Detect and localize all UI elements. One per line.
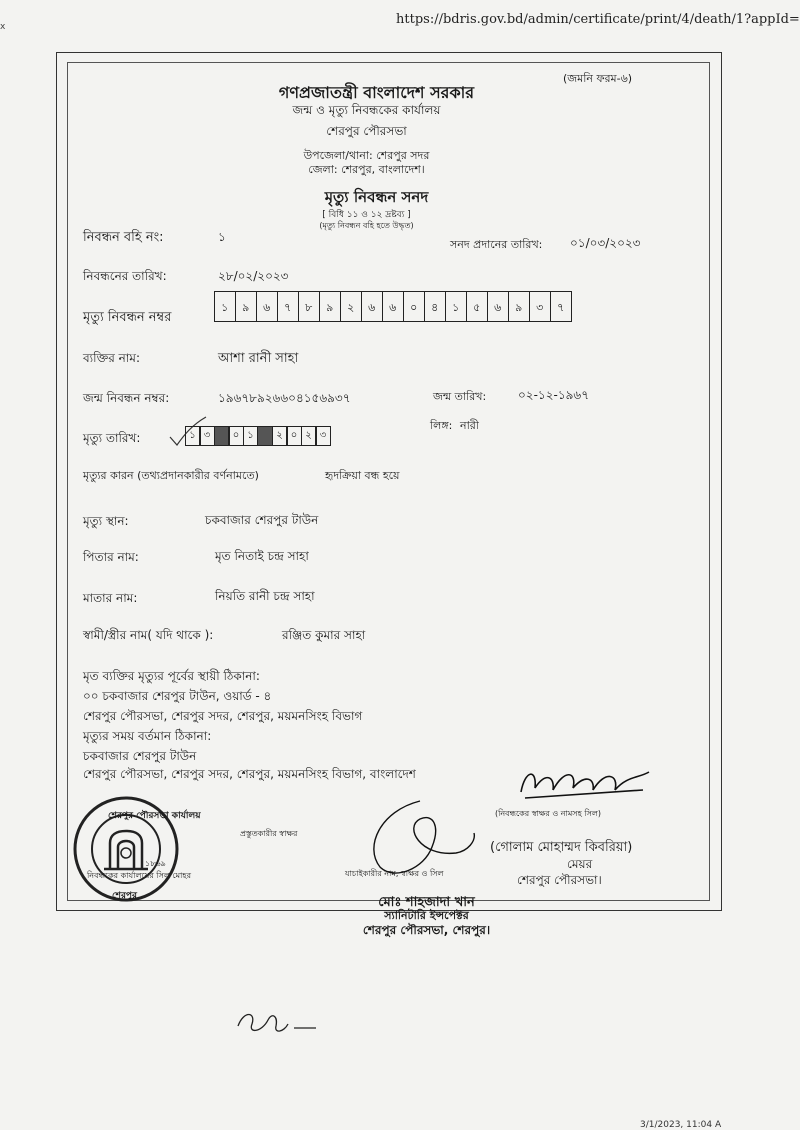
print-timestamp: 3/1/2023, 11:04 A [640, 1120, 722, 1130]
handwritten-initials [232, 1002, 322, 1042]
spouse-value: রঞ্জিত কুমার সাহা [282, 628, 366, 642]
registrar-caption: (নিবন্ধকের স্বাক্ষর ও নামসহ সিল) [495, 809, 601, 818]
reg-no-digit: ৬ [487, 291, 510, 322]
birth-reg-label: জন্ম নিবন্ধন নম্বর: [83, 391, 170, 405]
death-date-cell: ১ [185, 426, 201, 446]
dob-label: জন্ম তারিখ: [433, 390, 487, 403]
left-edge-mark: x [0, 22, 6, 32]
reg-no-digit: ১ [445, 291, 468, 322]
reg-no-digit: ৪ [424, 291, 447, 322]
form-number: (জমনি ফরম-৬) [563, 72, 633, 85]
print-url: https://bdris.gov.bd/admin/certificate/print/4/death/1?appId= [396, 12, 800, 27]
reg-no-digit: ৬ [361, 291, 384, 322]
death-date-cell: ২ [272, 426, 288, 446]
death-date-cell: ১ [243, 426, 259, 446]
gender-value: নারী [460, 419, 479, 432]
seal-text-top: শেরপুর পৌরসভা কার্যালয় [108, 811, 201, 821]
reg-no-digit: ৫ [466, 291, 489, 322]
death-date-cell: ২ [301, 426, 317, 446]
reg-no-digit: ৭ [277, 291, 300, 322]
reg-no-digit: ৮ [298, 291, 321, 322]
office-title: জন্ম ও মৃত্যু নিবন্ধকের কার্যালয় [292, 103, 441, 117]
birth-reg-value: ১৯৬৭৮৯২৬৬০৪১৫৬৯৩৭ [218, 391, 351, 405]
reg-no-digit: ৬ [256, 291, 279, 322]
issue-date-label: সনদ প্রদানের তারিখ: [450, 238, 543, 251]
reg-no-digit: ৭ [550, 291, 573, 322]
registrar-office: শেরপুর পৌরসভা। [517, 873, 602, 887]
death-date-cell: ০ [228, 426, 244, 446]
inspector-title: স্যানিটারি ইন্সপেক্টর [384, 909, 469, 922]
death-date-cell: ৩ [315, 426, 331, 446]
seal-caption: নিবন্ধকের কার্যালয়ের সিল মোহর [87, 871, 191, 880]
reg-no-digit: ৬ [382, 291, 405, 322]
permanent-address-line2: শেরপুর পৌরসভা, শেরপুর সদর, শেরপুর, ময়মনসিংহ বিভাগ [83, 709, 363, 723]
reg-date-value: ২৮/০২/২০২৩ [218, 269, 289, 283]
inspector-office: শেরপুর পৌরসভা, শেরপুর। [362, 923, 491, 937]
current-address-line1: চকবাজার শেরপুর টাউন [83, 749, 197, 763]
district-line: জেলা: শেরপুর, বাংলাদেশ। [308, 163, 425, 176]
certificate-title: মৃত্যু নিবন্ধন সনদ [324, 188, 429, 206]
death-date-cell: ০ [286, 426, 302, 446]
place-value: চকবাজার শেরপুর টাউন [205, 513, 319, 527]
reg-no-digit-boxes [215, 291, 572, 322]
current-address-label: মৃত্যুর সময় বর্তমান ঠিকানা: [83, 729, 212, 743]
registrar-signature [515, 762, 655, 807]
name-label: ব্যক্তির নাম: [83, 351, 141, 365]
book-no-label: নিবন্ধন বহি নং: [83, 230, 164, 245]
seal-year: ১৮৬৯ [145, 859, 166, 868]
reg-no-label: মৃত্যু নিবন্ধন নম্বর [83, 310, 172, 325]
dob-value: ০২-১২-১৯৬৭ [518, 388, 590, 402]
source-note: (মৃত্যু নিবন্ধন বহি হতে উদ্ধৃত) [319, 221, 414, 230]
municipality-title: শেরপুর পৌরসভা [326, 124, 407, 138]
cause-value: হৃদক্রিয়া বন্ধ হয়ে [325, 469, 400, 482]
permanent-address-line1: ০০ চকবাজার শেরপুর টাউন, ওয়ার্ড - ৪ [83, 689, 272, 703]
mother-label: মাতার নাম: [83, 591, 138, 605]
cause-label: মৃত্যুর কারন (তথ্যপ্রদানকারীর বর্ণনামতে) [83, 469, 259, 482]
government-title: গণপ্রজাতন্ত্রী বাংলাদেশ সরকার [278, 83, 475, 102]
issue-date-value: ০১/০৩/২০২৩ [570, 236, 641, 250]
permanent-address-label: মৃত ব্যক্তির মৃত্যুর পূর্বের স্থায়ী ঠিকানা: [83, 669, 260, 683]
rule-reference: [ বিধি ১১ ও ১২ দ্রষ্টব্য ] [322, 210, 411, 220]
father-value: মৃত নিতাই চন্দ্র সাহা [215, 549, 309, 563]
death-date-cell: ৩ [199, 426, 215, 446]
name-value: আশা রানী সাহা [218, 351, 299, 366]
reg-no-digit: ৩ [529, 291, 552, 322]
father-label: পিতার নাম: [83, 550, 139, 564]
place-label: মৃত্যু স্থান: [83, 514, 129, 528]
reg-no-digit: ০ [403, 291, 426, 322]
reg-no-digit: ৯ [235, 291, 258, 322]
reg-date-label: নিবন্ধনের তারিখ: [83, 269, 167, 283]
reg-no-digit: ২ [340, 291, 363, 322]
inspector-name: মোঃ শাহজাদা খান [378, 895, 475, 910]
mother-value: নিয়তি রানী চন্দ্র সাহা [215, 589, 315, 603]
reg-no-digit: ৯ [319, 291, 342, 322]
registrar-name: (গোলাম মোহাম্মদ কিবরিয়া) [490, 840, 633, 855]
death-date-boxes [186, 426, 331, 446]
reg-no-digit: ১ [214, 291, 237, 322]
registrar-title: মেয়র [567, 857, 593, 871]
verifier-caption: যাচাইকারীর নাম, স্বাক্ষর ও সিল [345, 869, 444, 878]
reg-no-digit: ৯ [508, 291, 531, 322]
current-address-line2: শেরপুর পৌরসভা, শেরপুর সদর, শেরপুর, ময়মনসিংহ বিভাগ, বাংলাদেশ [83, 767, 416, 781]
gender-label: লিঙ্গ: [430, 419, 453, 432]
upazila-line: উপজেলা/থানা: শেরপুর সদর [303, 149, 430, 162]
book-no-value: ১ [218, 230, 226, 244]
spouse-label: স্বামী/স্ত্রীর নাম( যদি থাকে ): [83, 628, 214, 642]
preparer-caption: প্রস্তুতকারীর স্বাক্ষর [240, 829, 298, 838]
seal-text-bottom: শেরপুর [112, 891, 137, 901]
death-date-label: মৃত্যু তারিখ: [83, 431, 141, 445]
